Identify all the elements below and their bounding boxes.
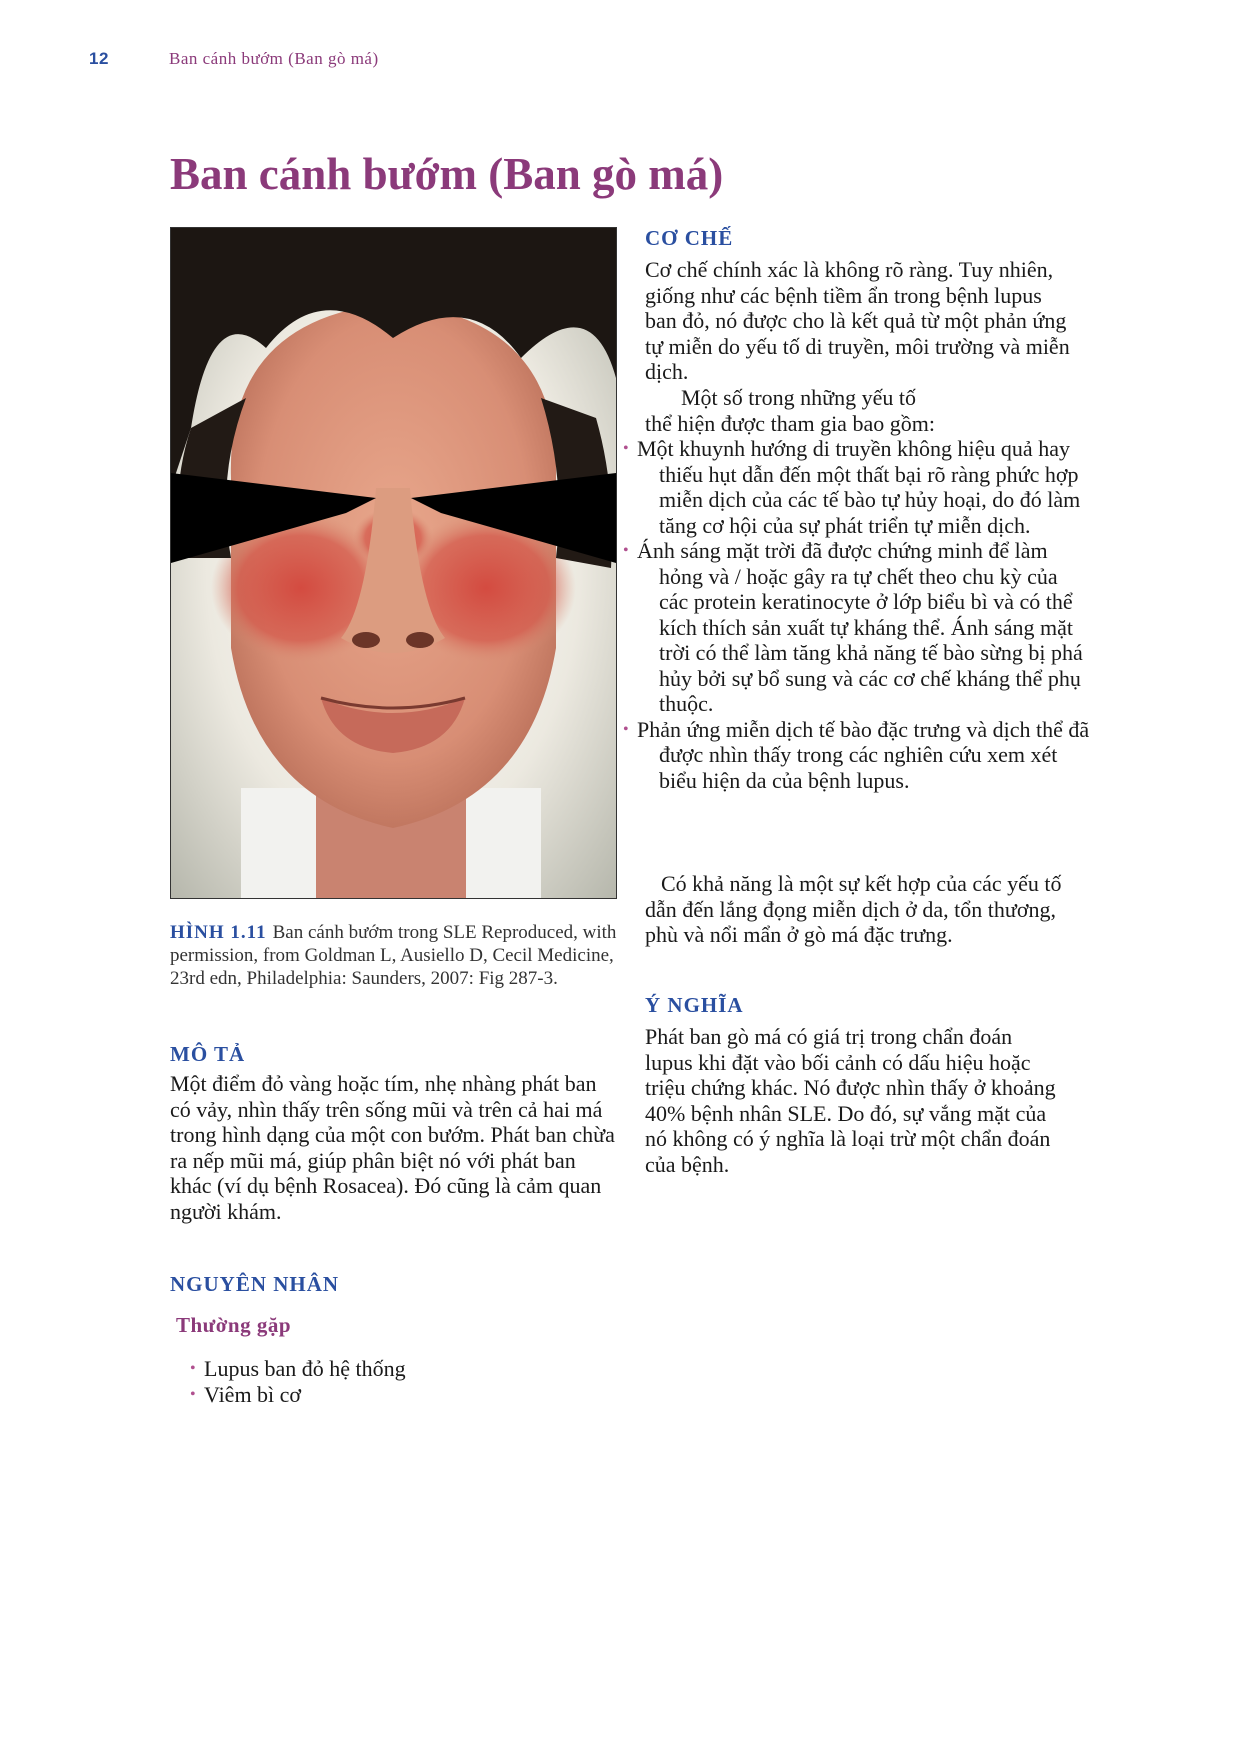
co-che-paragraph-1: Cơ chế chính xác là không rõ ràng. Tuy nhiên, giống như các bệnh tiềm ẩn trong bệnh lupus ban đỏ, nó được cho là kết quả từ một phản ứng tự miễn do yếu tố di truyền, môi trường và miễn dịch. <box>645 257 1070 384</box>
running-title: Ban cánh bướm (Ban gò má) <box>169 49 379 68</box>
running-header <box>89 49 379 69</box>
mo-ta-heading: MÔ TẢ <box>170 1042 246 1066</box>
list-item: • Ánh sáng mặt trời đã được chứng minh để làm hỏng và / hoặc gây ra tự chết theo chu kỳ của các protein keratinocyte ở lớp biểu bì và có thể kích thích sản xuất tự kháng thể. Ánh sáng mặt trời có thể làm tăng khả năng tế bào sừng bị phá hủy bởi sự bổ sung và các cơ chế kháng thể phụ thuộc. <box>645 538 1090 717</box>
co-che-paragraph-3: Có khả năng là một sự kết hợp của các yếu tố dẫn đến lắng đọng miễn dịch ở da, tổn thương, phù và nổi mẩn ở gò má đặc trưng. <box>645 871 1062 947</box>
list-item: • Phản ứng miễn dịch tế bào đặc trưng và dịch thể đã được nhìn thấy trong các nghiên cứu xem xét biểu hiện da của bệnh lupus. <box>645 717 1090 794</box>
page-number: 12 <box>89 49 109 68</box>
co-che-paragraph-2: Một số trong những yếu tố thể hiện được tham gia bao gồm: <box>645 385 935 436</box>
nguyen-nhan-heading: NGUYÊN NHÂN <box>170 1272 340 1296</box>
clinical-photo-drawing <box>171 228 616 898</box>
co-che-list <box>637 436 1090 793</box>
page-title: Ban cánh bướm (Ban gò má) <box>170 149 724 199</box>
co-che-heading: CƠ CHẾ <box>645 226 734 250</box>
figure-caption-text: Ban cánh bướm trong SLE Reproduced, with permission, from Goldman L, Ausiello D, Cecil Medicine, 23rd edn, Philadelphia: Saunders, 2007: Fig 287-3. <box>170 922 617 989</box>
figure-caption <box>170 921 620 990</box>
list-item: • Một khuynh hướng di truyền không hiệu quả hay thiếu hụt dẫn đến một thất bại rõ ràng phức hợp miễn dịch của các tế bào tự hủy hoại, do đó làm tăng cơ hội của sự phát triển tự miễn dịch. <box>645 436 1090 538</box>
thuong-gap-subheading: Thường gặp <box>176 1313 292 1337</box>
y-nghia-text: Phát ban gò má có giá trị trong chẩn đoán lupus khi đặt vào bối cảnh có dấu hiệu hoặc triệu chứng khác. Nó được nhìn thấy ở khoảng 40% bệnh nhân SLE. Do đó, sự vắng mặt của nó không có ý nghĩa là loại trừ một chẩn đoán của bệnh. <box>645 1024 1056 1177</box>
nguyen-nhan-list <box>190 1356 406 1407</box>
mo-ta-text: Một điểm đỏ vàng hoặc tím, nhẹ nhàng phát ban có vảy, nhìn thấy trên sống mũi và trên cả hai má trong hình dạng của một con bướm. Phát ban chừa ra nếp mũi má, giúp phân biệt nó với phát ban khác (ví dụ bệnh Rosacea). Đó cũng là cảm quan người khám. <box>170 1071 615 1224</box>
clinical-photo <box>170 227 617 899</box>
list-item: • Lupus ban đỏ hệ thống <box>190 1356 406 1382</box>
y-nghia-heading: Ý NGHĨA <box>645 993 744 1017</box>
figure-label: HÌNH 1.11 <box>170 922 267 943</box>
list-item: • Viêm bì cơ <box>190 1382 406 1408</box>
